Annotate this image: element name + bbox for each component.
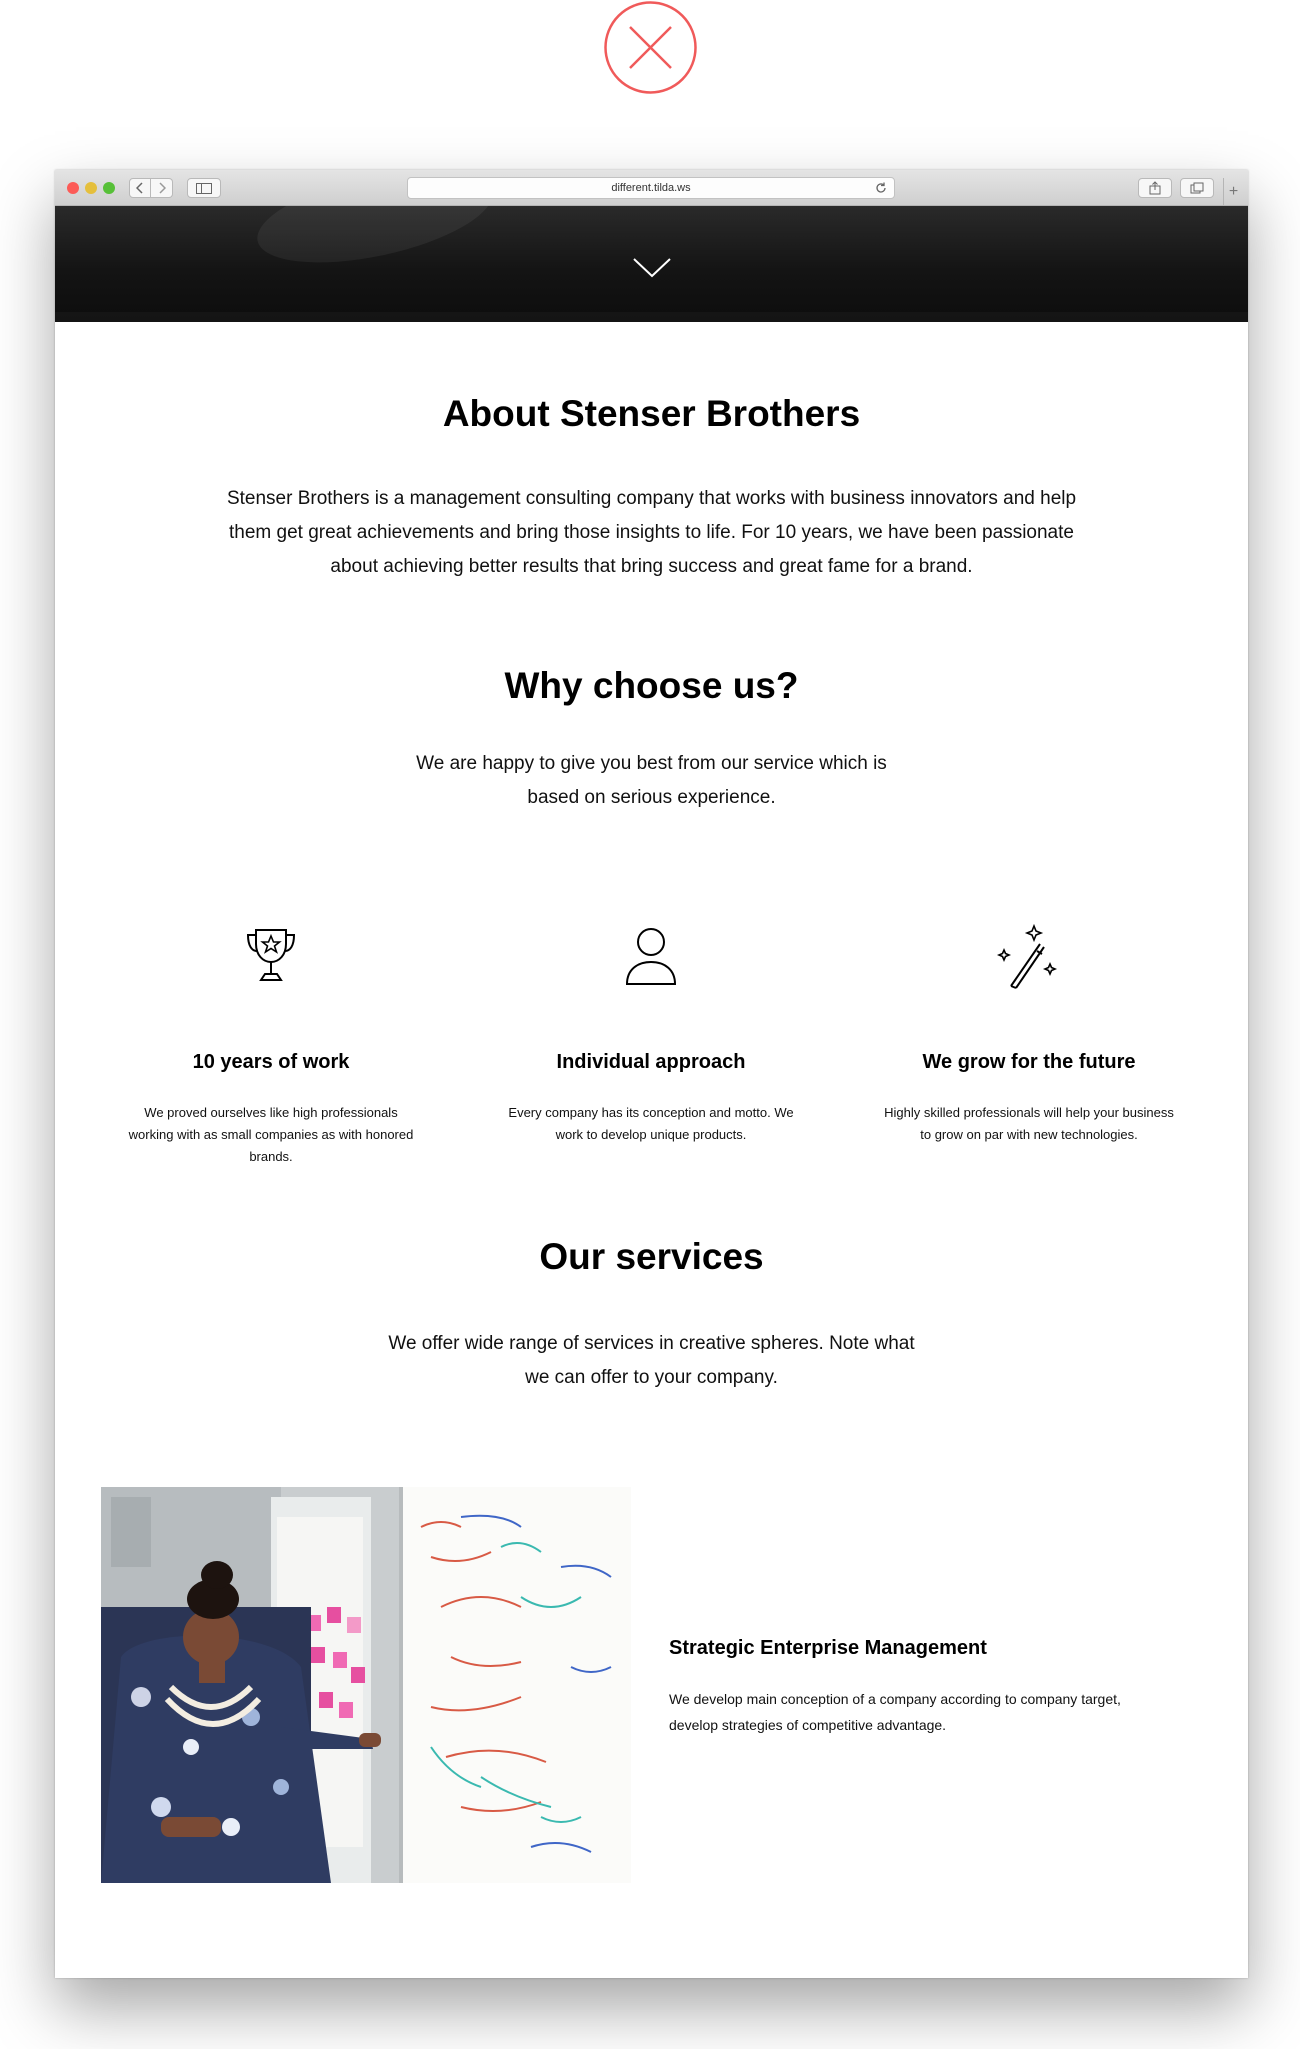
feature-card xyxy=(121,922,421,1168)
feature-card xyxy=(879,922,1179,1146)
services-title: Our services xyxy=(539,1236,764,1277)
feature-text: We proved ourselves like high professionals working with as small companies as with honored brands. xyxy=(128,1105,414,1164)
about-text: Stenser Brothers is a management consulting company that works with business innovators and help them get great achievements and bring those insights to life. For 10 years, we have been passionate about achieving better results that bring success and great fame for a brand. xyxy=(226,488,1077,577)
chevron-left-icon xyxy=(136,182,144,194)
chevron-down-icon[interactable] xyxy=(633,258,671,278)
feature-title: We grow for the future xyxy=(922,1051,1136,1073)
magic-wand-icon xyxy=(994,922,1064,994)
browser-toolbar xyxy=(55,170,1248,206)
sidebar-button[interactable] xyxy=(187,178,221,198)
about-title: About Stenser Brothers xyxy=(442,393,861,434)
services-text: We offer wide range of services in creative spheres. Note what we can offer to your company. xyxy=(388,1333,915,1388)
address-bar[interactable] xyxy=(407,177,895,199)
window-minimize-button[interactable] xyxy=(85,182,97,194)
feature-card xyxy=(501,922,801,1146)
tabs-button[interactable] xyxy=(1180,178,1214,198)
plus-icon: + xyxy=(1228,183,1239,200)
forward-button[interactable] xyxy=(151,178,173,198)
feature-text: Every company has its conception and motto. We work to develop unique products. xyxy=(508,1105,794,1142)
service-item-title: Strategic Enterprise Management xyxy=(669,1637,987,1659)
why-text: We are happy to give you best from our service which is based on serious experience. xyxy=(416,753,887,808)
presentation-photo-image xyxy=(101,1487,631,1883)
tabs-icon xyxy=(1190,182,1204,194)
feature-text: Highly skilled professionals will help your business to grow on par with new technologies. xyxy=(884,1105,1174,1142)
reload-icon[interactable] xyxy=(874,181,888,195)
share-button[interactable] xyxy=(1138,178,1172,198)
url-text: different.tilda.ws xyxy=(611,182,691,194)
browser-window xyxy=(55,170,1248,1978)
back-button[interactable] xyxy=(129,178,151,198)
person-icon xyxy=(621,922,681,992)
feature-title: 10 years of work xyxy=(192,1051,350,1073)
sidebar-icon xyxy=(196,183,212,194)
window-close-button[interactable] xyxy=(67,182,79,194)
share-icon xyxy=(1149,181,1161,195)
why-title: Why choose us? xyxy=(504,665,799,706)
close-icon[interactable] xyxy=(603,0,698,95)
service-photo xyxy=(101,1487,631,1883)
chevron-right-icon xyxy=(158,182,166,194)
window-zoom-button[interactable] xyxy=(103,182,115,194)
trophy-icon xyxy=(241,922,301,992)
hero-banner xyxy=(55,206,1248,322)
service-item-text: We develop main conception of a company according to company target, develop strategies of competitive advantage. xyxy=(669,1691,1121,1733)
new-tab-button[interactable] xyxy=(1223,178,1243,206)
feature-title: Individual approach xyxy=(556,1051,746,1073)
